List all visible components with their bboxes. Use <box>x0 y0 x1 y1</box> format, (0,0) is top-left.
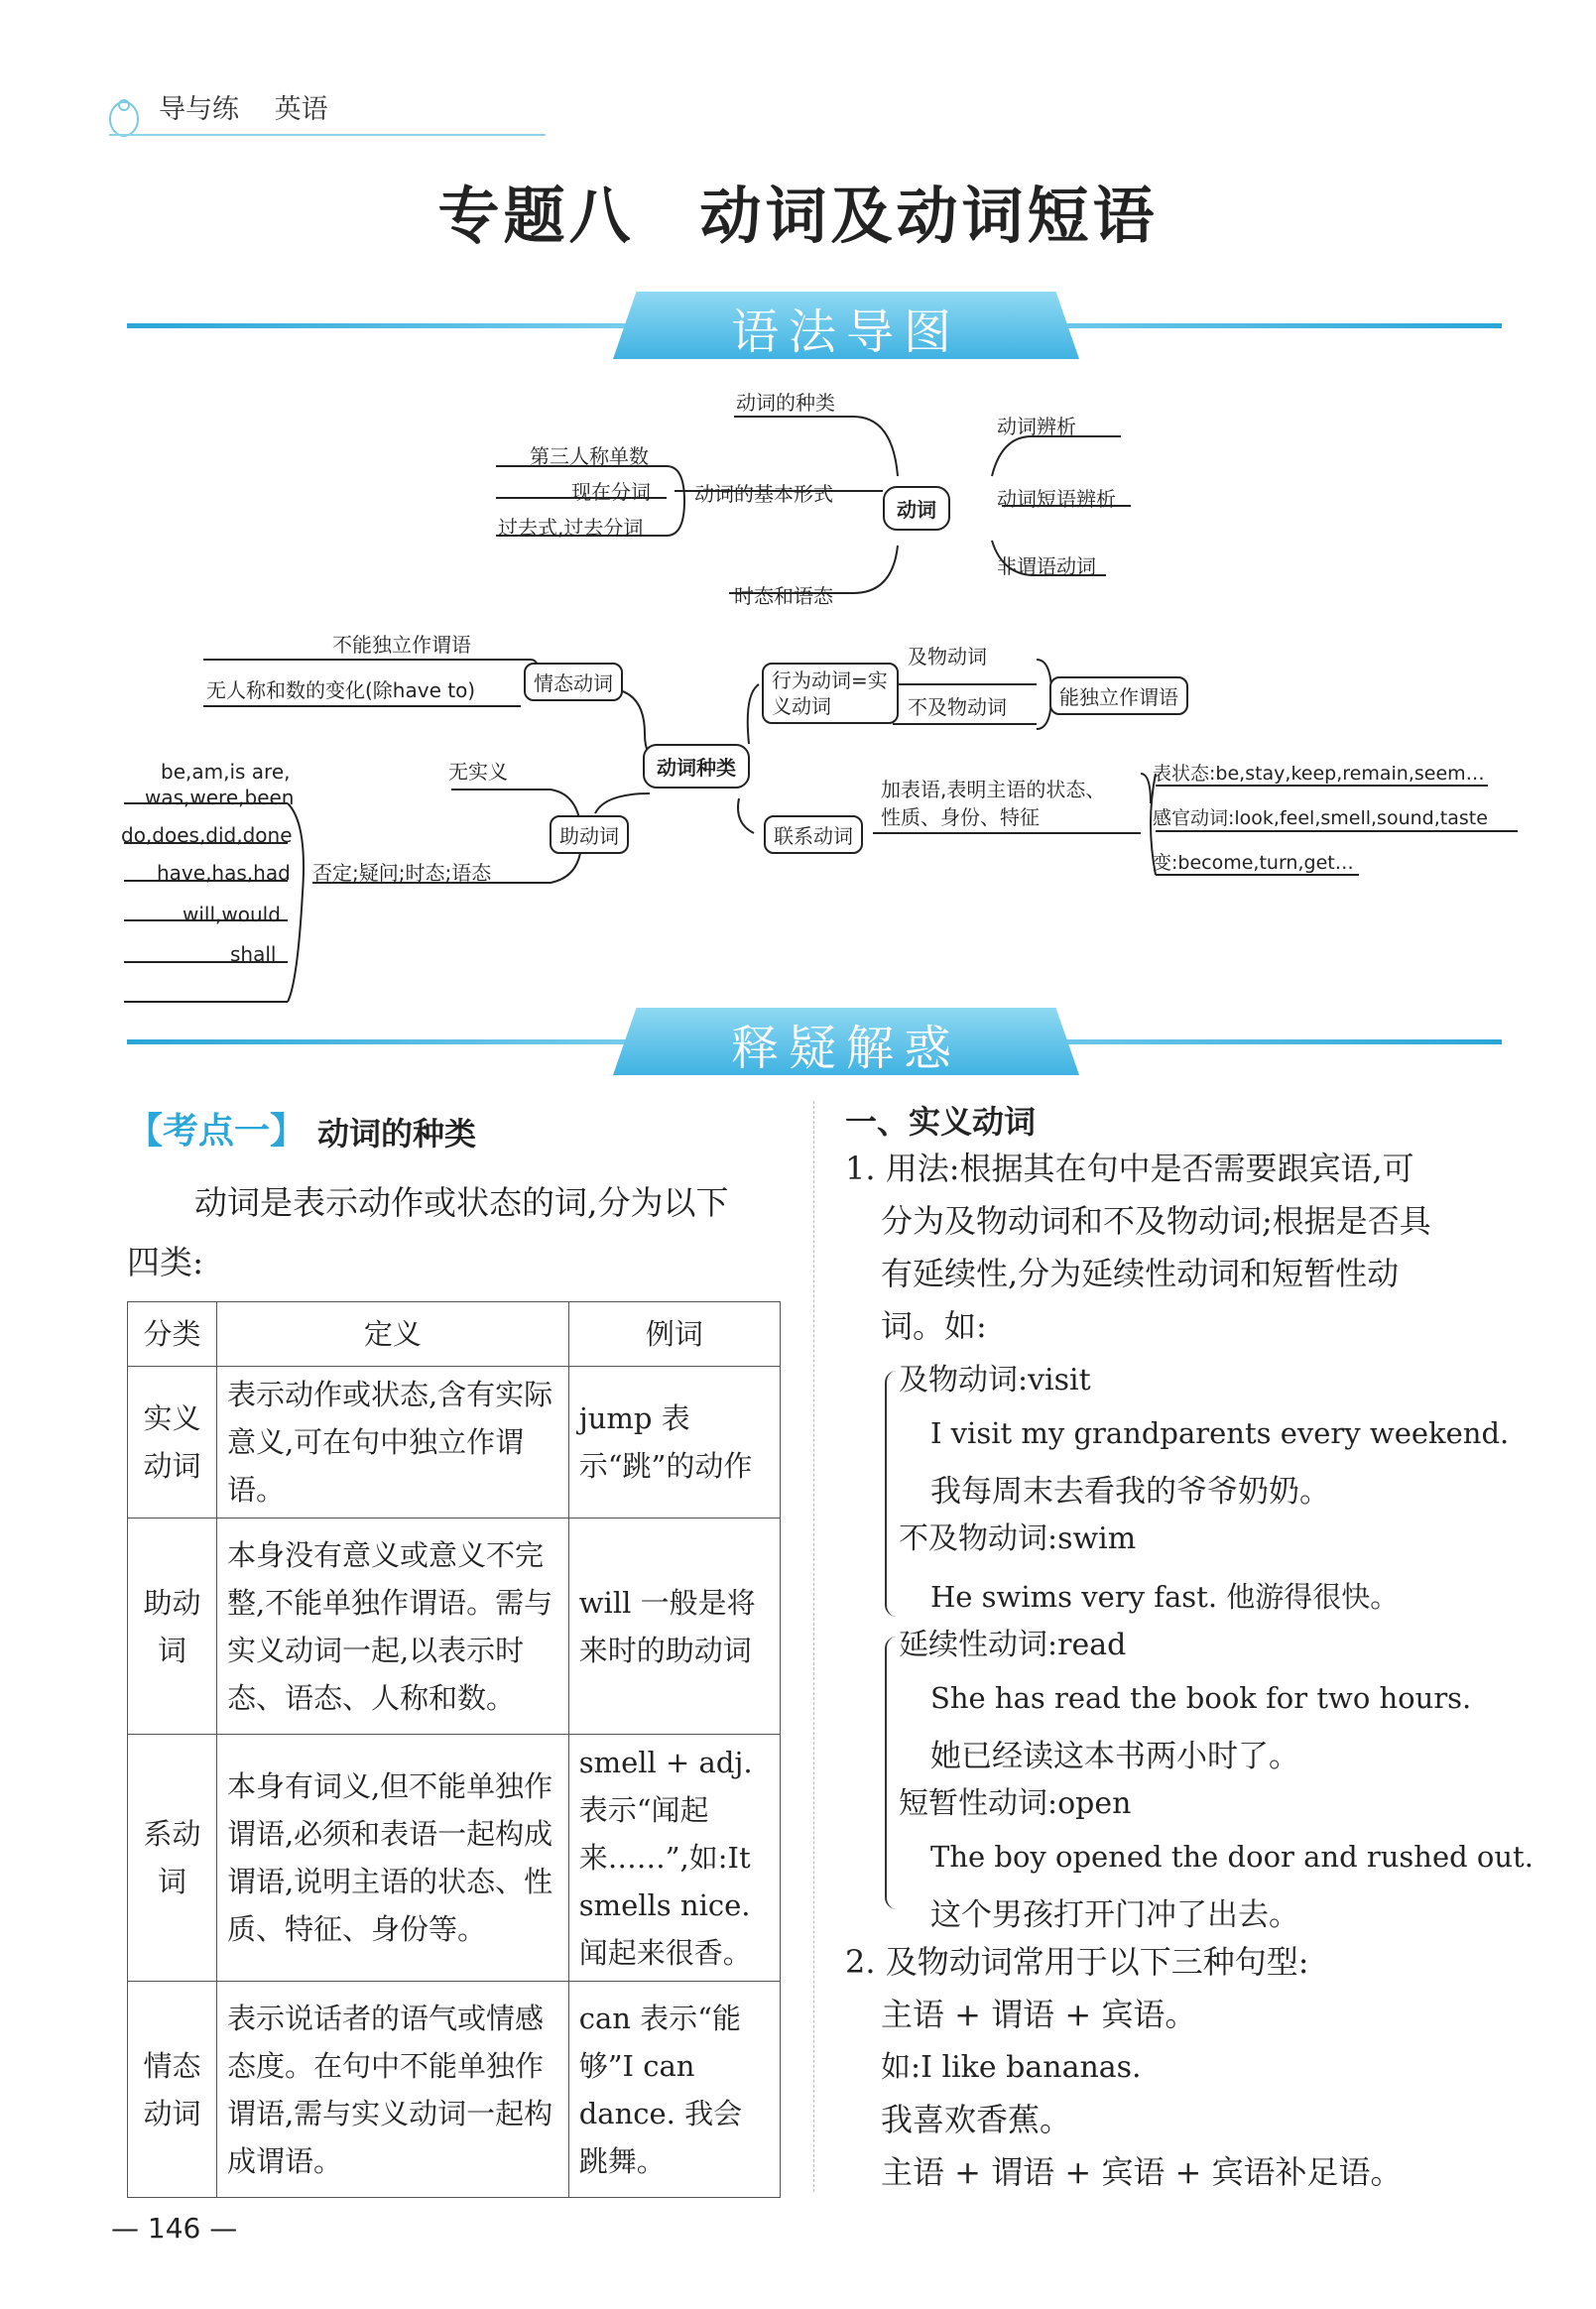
header-subject: 英语 <box>274 94 328 125</box>
mm1-bottom: 时态和语态 <box>734 584 833 608</box>
table-header: 例词 <box>568 1302 780 1367</box>
mm2-action-result: 能独立作谓语 <box>1049 676 1188 715</box>
column-divider <box>813 1101 815 2192</box>
mm2-linking: 联系动词 <box>764 815 863 854</box>
usage-line: 分为及物动词和不及物动词;根据是否具 <box>881 1202 1431 1240</box>
example-cn: 她已经读这本书两小时了。 <box>930 1739 1299 1774</box>
usage-line: 有延续性,分为延续性动词和短暂性动 <box>881 1255 1400 1292</box>
example-en: He swims very fast. 他游得很快。 <box>930 1580 1400 1614</box>
kaodian-title: 动词的种类 <box>317 1115 477 1153</box>
table-cell-example: smell + adj. 表示“闻起来……”,如:It smells nice. 闻起来很香。 <box>568 1735 780 1982</box>
brace-duration <box>885 1637 897 1909</box>
table-cell-example: will 一般是将来时的助动词 <box>568 1519 780 1735</box>
table-cell-definition: 本身没有意义或意义不完整,不能单独作谓语。需与实义动词一起,以表示时态、语态、人称和数。 <box>216 1519 568 1735</box>
pattern-example-cn: 我喜欢香蕉。 <box>881 2101 1072 2138</box>
mm2-aux-item: shall <box>230 942 277 966</box>
mm2-action-item: 及物动词 <box>908 645 987 668</box>
mm1-left-item: 现在分词 <box>571 480 651 504</box>
example-en: She has read the book for two hours. <box>930 1681 1472 1715</box>
pattern-example-en: 如:I like bananas. <box>881 2050 1142 2085</box>
table-row <box>128 1519 781 1735</box>
kaodian-tag: 【考点一】 <box>127 1111 307 1152</box>
mm2-aux-item: have,has,had <box>157 861 291 885</box>
pattern-line: 主语 + 谓语 + 宾语 + 宾语补足语。 <box>881 2153 1403 2191</box>
mm2-linking-item: 感官动词:look,feel,smell,sound,taste <box>1153 807 1488 829</box>
pattern-line: 主语 + 谓语 + 宾语。 <box>881 1996 1197 2033</box>
table-cell-category: 情态动词 <box>128 1982 217 2198</box>
mm2-linking-desc: 加表语,表明主语的状态、 <box>881 778 1106 801</box>
verb-types-table <box>127 1301 781 2198</box>
mm2-modal-item: 无人称和数的变化(除have to) <box>206 678 476 702</box>
table-header: 分类 <box>128 1302 217 1367</box>
example-label: 延续性动词:read <box>899 1628 1127 1662</box>
table-cell-example: jump 表示“跳”的动作 <box>568 1367 780 1519</box>
usage-line: 词。如: <box>881 1307 987 1345</box>
example-label: 不及物动词:swim <box>899 1521 1137 1556</box>
section-label-explain: 释疑解惑 <box>730 1021 961 1076</box>
mm2-action: 行为动词=实义动词 <box>762 663 899 724</box>
mm2-center: 动词种类 <box>643 744 750 789</box>
mm2-linking-item: 变:become,turn,get… <box>1153 852 1354 874</box>
right-heading: 一、实义动词 <box>845 1103 1037 1141</box>
table-header: 定义 <box>216 1302 568 1367</box>
mm2-aux-item: be,am,is are, <box>161 760 291 784</box>
mm2-aux-item: do,does,did,done <box>121 823 293 847</box>
table-cell-category: 助动词 <box>128 1519 217 1735</box>
table-cell-definition: 表示说话者的语气或情感态度。在句中不能单独作谓语,需与实义动词一起构成谓语。 <box>216 1982 568 2198</box>
intro-line: 四类: <box>127 1243 204 1281</box>
mm2-aux-item: was,were,been <box>145 786 295 809</box>
example-en: I visit my grandparents every weekend. <box>930 1416 1510 1450</box>
example-label: 短暂性动词:open <box>899 1786 1132 1821</box>
table-header-row <box>128 1302 781 1367</box>
mm1-left-item: 第三人称单数 <box>530 444 649 468</box>
intro-line: 动词是表示动作或状态的词,分为以下 <box>194 1183 729 1222</box>
page-number: — 146 — <box>111 2212 238 2245</box>
mm2-modal: 情态动词 <box>524 663 623 701</box>
mm1-center: 动词 <box>883 486 950 531</box>
table-cell-category: 系动词 <box>128 1735 217 1982</box>
example-label: 及物动词:visit <box>899 1363 1091 1398</box>
mm1-right-item: 非谓语动词 <box>997 554 1096 578</box>
mm2-aux-top: 无实义 <box>448 760 508 784</box>
page-title: 专题八 动词及动词短语 <box>437 180 1159 252</box>
mm1-right-item: 动词辨析 <box>997 415 1076 438</box>
mm2-linking-desc: 性质、身份、特征 <box>881 805 1040 829</box>
example-en: The boy opened the door and rushed out. <box>930 1840 1534 1874</box>
table-cell-example: can 表示“能够”I can dance. 我会跳舞。 <box>568 1982 780 2198</box>
table-row <box>128 1982 781 2198</box>
usage-line: 1. 用法:根据其在句中是否需要跟宾语,可 <box>845 1150 1414 1187</box>
mm1-right-item: 动词短语辨析 <box>997 487 1116 511</box>
header-series: 导与练 <box>159 94 239 125</box>
mm2-linking-item: 表状态:be,stay,keep,remain,seem… <box>1153 763 1485 785</box>
mm2-aux-item: will,would <box>183 903 281 926</box>
mm1-left-branch: 动词的基本形式 <box>694 482 833 506</box>
mm1-left-item: 过去式,过去分词 <box>498 516 644 540</box>
mm2-modal-item: 不能独立作谓语 <box>332 633 471 657</box>
mm2-aux-bottom: 否定;疑问;时态;语态 <box>312 861 492 885</box>
table-cell-definition: 本身有词义,但不能单独作谓语,必须和表语一起构成谓语,说明主语的状态、性质、特征、身份等。 <box>216 1735 568 1982</box>
mm1-top: 动词的种类 <box>736 391 835 415</box>
table-cell-category: 实义动词 <box>128 1367 217 1519</box>
table-row <box>128 1367 781 1519</box>
section-banner-explain <box>127 1002 1502 1085</box>
table-cell-definition: 表示动作或状态,含有实际意义,可在句中独立作谓语。 <box>216 1367 568 1519</box>
mm2-aux: 助动词 <box>550 815 629 854</box>
mm2-action-item: 不及物动词 <box>908 695 1007 719</box>
example-cn: 我每周末去看我的爷爷奶奶。 <box>930 1474 1330 1510</box>
table-row <box>128 1735 781 1982</box>
example-cn: 这个男孩打开门冲了出去。 <box>930 1897 1299 1933</box>
pattern-heading: 2. 及物动词常用于以下三种句型: <box>845 1943 1309 1981</box>
brace-transitivity <box>885 1371 897 1617</box>
section-label-map: 语法导图 <box>730 304 961 360</box>
